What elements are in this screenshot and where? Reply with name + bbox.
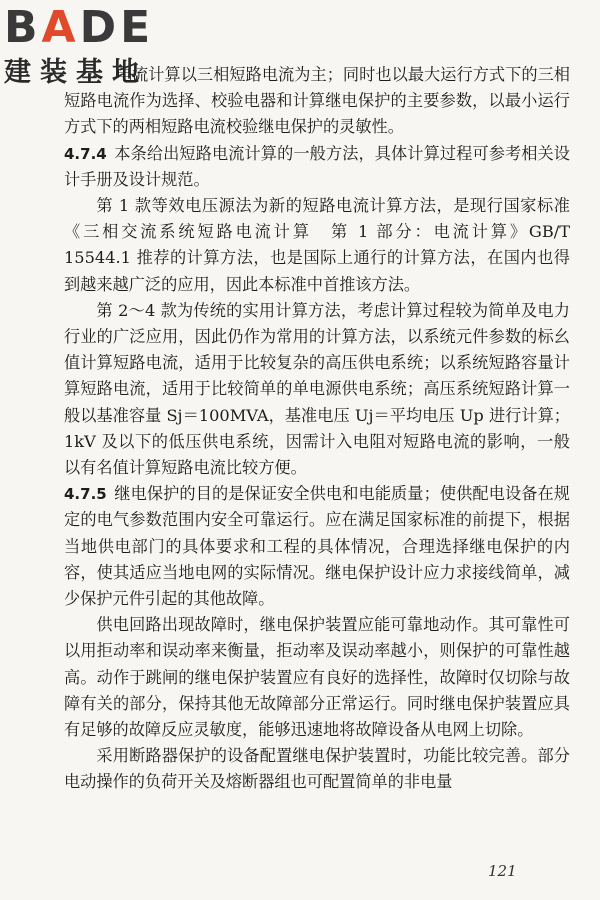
paragraph-4-7-5-2: 采用断路器保护的设备配置继电保护装置时，功能比较完善。部分电动操作的负荷开关及熔断器组也可配置简单的非电量 [64, 746, 570, 792]
paragraph-intro [64, 62, 570, 141]
logo-wordmark [4, 4, 154, 52]
logo-letter-a-accent: A [41, 2, 80, 53]
document-body [64, 62, 570, 796]
paragraph-intro-text: 电流计算以三相短路电流为主；同时也以最大运行方式下的三相短路电流作为选择、校验电器和计算继电保护的主要参数，以最小运行方式下的两相短路电流校验继电保护的灵敏性。 [64, 65, 570, 137]
section-4-7-5 [64, 481, 570, 612]
section-4-7-4-text: 本条给出短路电流计算的一般方法，具体计算过程可参考相关设计手册及设计规范。 [64, 143, 570, 189]
logo-letter-b: B [4, 2, 42, 53]
logo-letters-de: DE [79, 2, 155, 53]
page-number: 121 [488, 862, 517, 880]
section-number-4-7-5: 4.7.5 [64, 485, 107, 504]
section-number-4-7-4: 4.7.4 [64, 144, 107, 163]
logo-subtitle: 建装基地 [4, 57, 148, 88]
section-4-7-4 [64, 141, 570, 193]
paragraph-4-7-5-1: 供电回路出现故障时，继电保护装置应能可靠地动作。其可靠性可以用拒动率和误动率来衡量，拒动率及误动率越小，则保护的可靠性越高。动作于跳闸的继电保护装置应有良好的选择性，故障时仅切除与故障有关的部分，保持其他无故障部分正常运行。同时继电保护装置应具有足够的故障反应灵敏度，能够迅速地将故障设备从电网上切除。 [64, 615, 570, 740]
paragraph-4-7-4-1: 第 1 款等效电压源法为新的短路电流计算方法，是现行国家标准《三相交流系统短路电流计算 第 1 部分：电流计算》GB/T 15544.1 推荐的计算方法，也是国际上通行的计算方法，在国内也得到越来越广泛的应用，因此本标准中首推该方法。 [64, 196, 570, 294]
paragraph-4-7-4-2: 第 2～4 款为传统的实用计算方法，考虑计算过程较为简单及电力行业的广泛应用，因此仍作为常用的计算方法，以系统元件参数的标幺值计算短路电流，适用于比较复杂的高压供电系统；以系统短路容量计算短路电流，适用于比较简单的单电源供电系统；高压系统短路计算一般以基准容量 Sj＝100MVA，基准电压 Uj＝平均电压 Up 进行计算；1kV 及以下的低压供电系统，因需计入电阻对短路电流的影响，一般以有名值计算短路电流比较方便。 [64, 300, 570, 478]
section-4-7-5-text: 继电保护的目的是保证安全供电和电能质量；使供配电设备在规定的电气参数范围内安全可靠运行。应在满足国家标准的前提下，根据当地供电部门的具体要求和工程的具体情况，合理选择继电保护的内容，使其适应当地电网的实际情况。继电保护设计应力求接线简单，减少保护元件引起的其他故障。 [64, 484, 570, 609]
